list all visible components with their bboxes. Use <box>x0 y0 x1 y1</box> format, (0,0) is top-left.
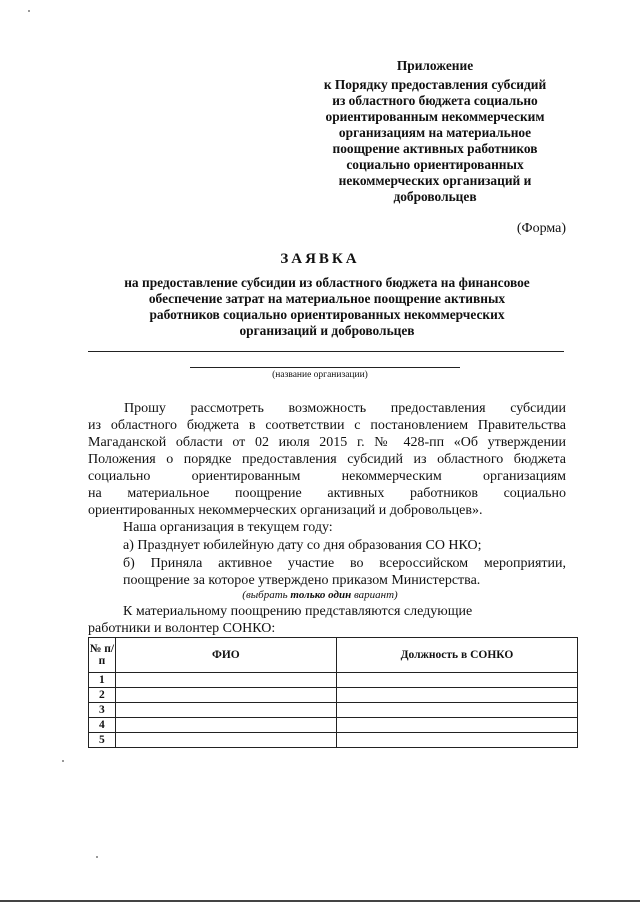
request-line: из областного бюджета в соответствии с постановлением Правительства <box>88 418 566 433</box>
choose-suffix: вариант) <box>351 589 398 601</box>
option-b-line: поощрение за которое утверждено приказом Министерства. <box>123 573 481 588</box>
table-row <box>89 733 578 748</box>
position-cell[interactable] <box>336 688 577 703</box>
scan-speck <box>28 10 30 12</box>
choose-prefix: (выбрать <box>242 589 291 601</box>
col-fio-header: ФИО <box>115 638 336 673</box>
workers-intro-line2: работники и волонтер СОНКО: <box>88 621 276 636</box>
appendix-line: организациям на материальное <box>338 125 532 140</box>
option-b-line: б) Приняла активное участие во всероссийском мероприятии, <box>123 556 566 571</box>
appendix-line: ориентированным некоммерческим <box>325 109 545 124</box>
option-a: а) Празднует юбилейную дату со дня образования СО НКО; <box>123 538 482 553</box>
workers-intro-line1: К материальному поощрению представляются следующие <box>123 604 473 619</box>
request-line: Магаданской области от 02 июля 2015 г. № 428-пп «Об утверждении <box>88 435 566 450</box>
table-row <box>89 688 578 703</box>
request-line: ориентированных некоммерческих организаций и добровольцев». <box>88 503 483 518</box>
scan-bottom-edge <box>0 900 640 902</box>
table-row <box>89 703 578 718</box>
table-row <box>89 673 578 688</box>
request-line: социально ориентированным некоммерческим организациям <box>88 469 566 484</box>
fio-cell[interactable] <box>115 688 336 703</box>
position-cell[interactable] <box>336 703 577 718</box>
appendix-line: некоммерческих организаций и <box>338 173 532 188</box>
fio-cell[interactable] <box>115 718 336 733</box>
subtitle-line: работников социально ориентированных некоммерческих <box>149 307 505 322</box>
scan-speck <box>62 760 64 762</box>
document-subtitle <box>88 275 566 339</box>
organization-name-caption: (название организации) <box>272 370 368 380</box>
form-label: (Форма) <box>516 221 566 236</box>
request-line: Положения о порядке предоставления субсидий из областного бюджета <box>88 452 566 467</box>
choose-note <box>0 589 640 601</box>
subtitle-line: на предоставление субсидии из областного бюджета на финансовое <box>124 275 530 290</box>
subtitle-line: обеспечение затрат на материальное поощрение активных <box>148 291 506 306</box>
request-paragraph <box>88 400 566 519</box>
members-table <box>88 637 578 748</box>
appendix-heading: Приложение <box>396 58 474 73</box>
table-header-row <box>89 638 578 673</box>
subtitle-line: организаций и добровольцев <box>239 323 415 338</box>
appendix-line: из областного бюджета социально <box>332 93 538 108</box>
appendix-line: поощрение активных работников <box>332 141 538 156</box>
row-number: 4 <box>89 718 116 733</box>
row-number: 2 <box>89 688 116 703</box>
appendix-line: социально ориентированных <box>346 157 524 172</box>
option-b <box>123 555 566 589</box>
organization-name-underline <box>190 367 460 368</box>
row-number: 5 <box>89 733 116 748</box>
position-cell[interactable] <box>336 718 577 733</box>
organization-name-line <box>88 351 564 352</box>
appendix-line: к Порядку предоставления субсидий <box>323 77 547 92</box>
row-number: 1 <box>89 673 116 688</box>
request-line: Прошу рассмотреть возможность предоставления субсидии <box>124 401 566 416</box>
appendix-block <box>300 58 570 205</box>
this-year-label: Наша организация в текущем году: <box>123 520 333 535</box>
table-row <box>89 718 578 733</box>
scan-speck <box>96 856 98 858</box>
position-cell[interactable] <box>336 673 577 688</box>
position-cell[interactable] <box>336 733 577 748</box>
appendix-line: добровольцев <box>393 189 477 204</box>
col-position-header: Должность в СОНКО <box>336 638 577 673</box>
request-line: на материальное поощрение активных работников социально <box>88 486 566 501</box>
fio-cell[interactable] <box>115 703 336 718</box>
fio-cell[interactable] <box>115 733 336 748</box>
col-num-header: № п/п <box>89 638 116 673</box>
row-number: 3 <box>89 703 116 718</box>
fio-cell[interactable] <box>115 673 336 688</box>
choose-bold: только один <box>290 589 352 601</box>
document-title: ЗАЯВКА <box>280 251 360 267</box>
